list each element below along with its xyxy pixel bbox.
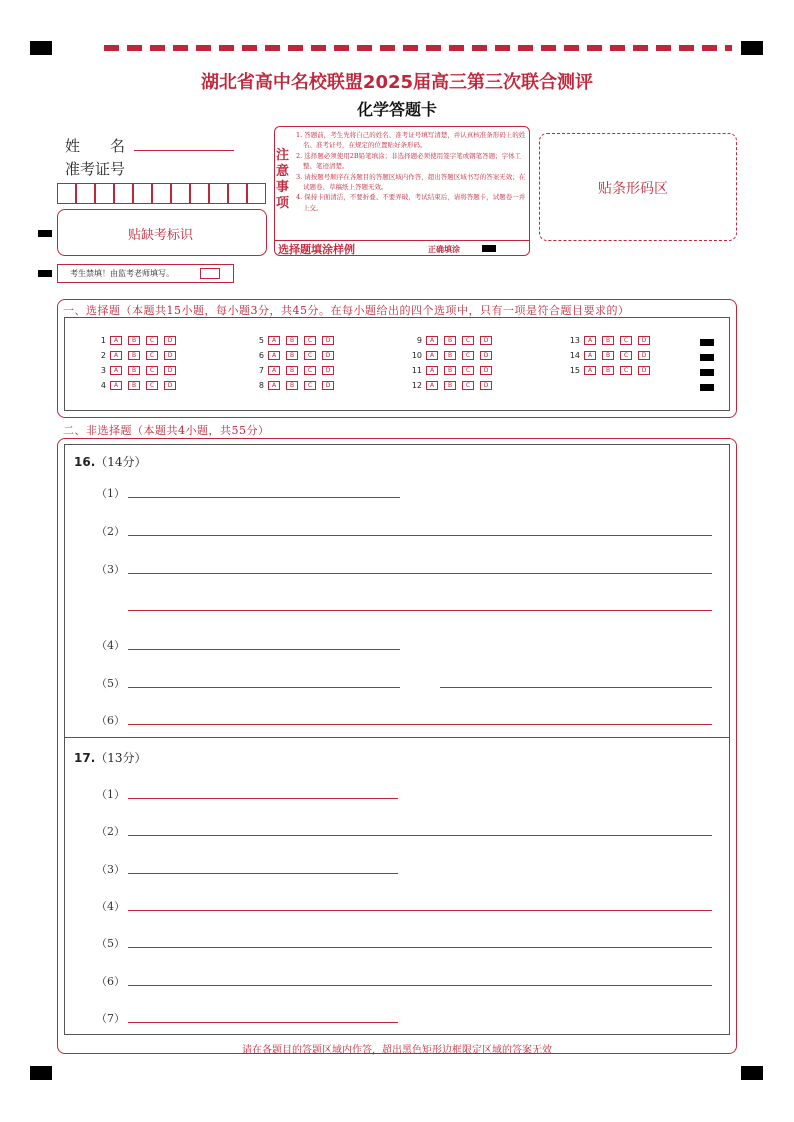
name-label: 姓 名 [65,137,126,155]
q17-number: 17. [74,751,96,765]
mc-option-bubble[interactable]: D [638,366,650,375]
mc-option-bubble[interactable]: B [128,336,140,345]
mc-option-bubble[interactable]: A [268,366,280,375]
q16-part-label: （2） [96,525,125,538]
mc-option-bubble[interactable]: D [480,336,492,345]
mc-option-bubble[interactable]: B [444,351,456,360]
q17-points: （13分） [95,751,147,765]
q17-answer-line[interactable] [128,1022,398,1023]
mc-question-number: 4 [100,381,106,390]
mc-question-number: 2 [100,351,106,360]
mc-option-bubble[interactable]: B [444,381,456,390]
q17-answer-line[interactable] [128,873,398,874]
dash-segment [541,45,556,51]
mc-question-row [90,351,182,360]
id-digit-box[interactable] [152,183,171,204]
id-digit-box[interactable] [190,183,209,204]
dash-segment [196,45,211,51]
dash-segment [679,45,694,51]
marker-left-2 [38,270,52,277]
q16-part-label: （6） [96,714,125,727]
mc-question-row [248,366,340,375]
id-digit-box[interactable] [247,183,266,204]
mc-option-bubble[interactable]: C [620,366,632,375]
mc-question-number: 15 [569,366,580,375]
q16-part-label: （4） [96,639,125,652]
dash-segment [725,45,732,51]
q17-answer-line[interactable] [128,835,712,836]
mc-heading: 一、选择题（本题共15小题，每小题3分，共45分。在每小题给出的四个选项中，只有一项是符合题目要求的） [63,304,630,317]
proctor-note: 考生禁填！由监考老师填写。 [70,269,174,278]
dash-segment [311,45,326,51]
corner-mark-top-left [30,41,52,55]
id-digit-box[interactable] [114,183,133,204]
name-field[interactable] [134,150,234,151]
notice-list [296,130,526,213]
footer-warning: 请在各题目的答题区域内作答，超出黑色矩形边框限定区域的答案无效 [242,1045,552,1056]
id-digit-box[interactable] [209,183,228,204]
open-heading: 二、非选择题（本题共4小题，共55分） [63,424,270,437]
mc-option-bubble[interactable]: B [444,336,456,345]
mc-option-bubble[interactable]: D [638,336,650,345]
mc-option-bubble[interactable]: C [304,351,316,360]
mc-question-number: 5 [258,336,264,345]
dash-segment [173,45,188,51]
dash-segment [403,45,418,51]
q16-title [74,453,147,470]
q16-answer-line[interactable] [128,724,712,725]
mc-question-row [564,336,656,345]
mc-option-bubble[interactable]: D [322,366,334,375]
correct-fill-label: 正确填涂 [428,245,460,254]
dash-segment [564,45,579,51]
mc-question-number: 12 [411,381,422,390]
timing-bar [104,45,732,51]
dash-segment [610,45,625,51]
q17-title [74,749,147,766]
dash-segment [265,45,280,51]
dash-segment [472,45,487,51]
mc-option-bubble[interactable]: C [304,381,316,390]
id-digit-box[interactable] [133,183,152,204]
mc-option-bubble[interactable]: B [286,381,298,390]
barcode-label: 贴条形码区 [598,181,668,197]
q17-answer-line[interactable] [128,985,712,986]
marker-left-1 [38,230,52,237]
mc-option-bubble[interactable]: A [110,351,122,360]
dash-segment [380,45,395,51]
dash-segment [495,45,510,51]
dash-segment [334,45,349,51]
mc-option-bubble[interactable]: B [286,366,298,375]
dash-segment [702,45,717,51]
mc-option-bubble[interactable]: A [110,336,122,345]
mc-timing-mark [700,339,714,346]
mc-option-bubble[interactable]: C [146,336,158,345]
q16-part-label: （5） [96,677,125,690]
q16-part-label: （1） [96,487,125,500]
mc-option-bubble[interactable]: D [164,351,176,360]
mc-option-bubble[interactable]: B [286,351,298,360]
mc-option-bubble[interactable]: C [462,336,474,345]
mc-option-bubble[interactable]: B [128,366,140,375]
card-subtitle: 化学答题卡 [356,100,437,119]
mc-option-bubble[interactable]: C [462,381,474,390]
mc-option-bubble[interactable]: A [584,336,596,345]
mc-question-number: 11 [411,366,422,375]
mc-option-bubble[interactable]: A [110,381,122,390]
mc-option-bubble[interactable]: A [584,366,596,375]
mc-question-number: 8 [258,381,264,390]
dash-segment [104,45,119,51]
mc-option-bubble[interactable]: B [128,351,140,360]
q17-box [64,738,730,1035]
mc-option-bubble[interactable]: A [426,351,438,360]
id-digit-box[interactable] [57,183,76,204]
q17-answer-line[interactable] [128,910,712,911]
mc-option-bubble[interactable]: D [480,381,492,390]
mc-question-number: 3 [100,366,106,375]
dash-segment [656,45,671,51]
q16-answer-line[interactable] [128,610,712,611]
mc-question-row [248,381,340,390]
mc-option-bubble[interactable]: D [164,336,176,345]
q17-part-label: （6） [96,975,125,988]
notice-item: 1. 答题前，考生先将自己的姓名、准考证号填写清楚，并认真核准条形码上的姓名、准考证号，在规定的位置贴好条形码。 [296,131,526,150]
mc-option-bubble[interactable]: A [268,381,280,390]
sample-label: 选择题填涂样例 [278,243,355,256]
q17-part-label: （1） [96,788,125,801]
q16-part-label: （3） [96,563,125,576]
corner-mark-top-right [741,41,763,55]
mc-option-bubble[interactable]: A [426,366,438,375]
id-digit-box[interactable] [228,183,247,204]
q16-number: 16. [74,455,96,469]
dash-segment [518,45,533,51]
dash-segment [449,45,464,51]
mc-question-number: 1 [100,336,106,345]
mc-question-row [406,336,498,345]
mc-question-number: 14 [569,351,580,360]
mc-timing-mark [700,354,714,361]
mc-question-row [564,366,656,375]
mc-question-number: 10 [411,351,422,360]
dash-segment [150,45,165,51]
mc-option-bubble[interactable]: D [480,366,492,375]
mc-option-bubble[interactable]: C [146,366,158,375]
q17-part-label: （2） [96,825,125,838]
mc-option-bubble[interactable]: C [620,336,632,345]
q16-answer-line[interactable] [128,687,400,688]
mc-option-bubble[interactable]: C [462,366,474,375]
mc-question-number: 7 [258,366,264,375]
mc-timing-mark [700,369,714,376]
id-label: 准考证号 [65,160,126,178]
mc-option-bubble[interactable]: D [322,336,334,345]
mc-question-row [406,366,498,375]
q17-part-label: （3） [96,863,125,876]
mc-option-bubble[interactable]: A [268,351,280,360]
mc-option-bubble[interactable]: D [322,351,334,360]
mc-question-row [90,336,182,345]
dash-segment [426,45,441,51]
q16-points: （14分） [95,455,147,469]
mc-option-bubble[interactable]: D [480,351,492,360]
dash-segment [127,45,142,51]
dash-segment [242,45,257,51]
mc-question-row [564,351,656,360]
q16-answer-line[interactable] [128,649,400,650]
mc-question-number: 9 [416,336,422,345]
mc-question-number: 6 [258,351,264,360]
mc-option-bubble[interactable]: C [146,381,158,390]
q16-answer-line[interactable] [128,497,400,498]
q17-part-label: （4） [96,900,125,913]
notice-item: 3. 请按题号顺序在各题目的答题区域内作答，超出答题区域书写的答案无效；在试题卷、草稿纸上答题无效。 [296,172,526,192]
mc-option-bubble[interactable]: A [110,366,122,375]
mc-option-bubble[interactable]: C [620,351,632,360]
mc-option-bubble[interactable]: D [638,351,650,360]
proctor-fill-box[interactable] [200,268,220,279]
dash-segment [633,45,648,51]
mc-option-bubble[interactable]: B [602,366,614,375]
mc-grid-box [64,317,730,411]
q17-answer-line[interactable] [128,798,398,799]
q16-answer-line[interactable] [128,573,712,574]
q16-answer-line[interactable] [440,687,712,688]
mc-question-row [90,366,182,375]
mc-option-bubble[interactable]: D [322,381,334,390]
mc-question-row [248,351,340,360]
id-digit-box[interactable] [95,183,114,204]
mc-option-bubble[interactable]: B [444,366,456,375]
q17-part-label: （7） [96,1012,125,1025]
mc-option-bubble[interactable]: C [304,336,316,345]
q17-part-label: （5） [96,937,125,950]
mc-option-bubble[interactable]: B [602,351,614,360]
notice-title: 注意事项 [276,148,290,211]
notice-item: 2. 选择题必须使用2B铅笔填涂；非选择题必须使用签字笔或钢笔答题；字体工整、笔迹清楚。 [296,151,522,171]
missing-exam-label: 贴缺考标识 [128,228,194,243]
id-digit-box[interactable] [76,183,95,204]
mc-question-row [248,336,340,345]
mc-option-bubble[interactable]: A [426,336,438,345]
mc-option-bubble[interactable]: A [426,381,438,390]
mc-option-bubble[interactable]: A [268,336,280,345]
mc-option-bubble[interactable]: B [286,336,298,345]
mc-option-bubble[interactable]: B [128,381,140,390]
mc-question-row [406,351,498,360]
mc-question-row [90,381,182,390]
q17-answer-line[interactable] [128,947,712,948]
corner-mark-bottom-left [30,1066,52,1080]
q16-box [64,444,730,738]
dash-segment [219,45,234,51]
mc-option-bubble[interactable]: C [462,351,474,360]
id-number-boxes[interactable] [57,183,266,204]
mc-timing-mark [700,384,714,391]
mc-question-row [406,381,498,390]
dash-segment [357,45,372,51]
mc-option-bubble[interactable]: D [164,381,176,390]
mc-option-bubble[interactable]: C [304,366,316,375]
mc-option-bubble[interactable]: C [146,351,158,360]
mc-option-bubble[interactable]: A [584,351,596,360]
id-digit-box[interactable] [171,183,190,204]
correct-fill-sample [482,245,496,252]
dash-segment [587,45,602,51]
mc-question-number: 13 [569,336,580,345]
mc-option-bubble[interactable]: B [602,336,614,345]
corner-mark-bottom-right [741,1066,763,1080]
q16-answer-line[interactable] [128,535,712,536]
notice-item: 4. 保持卡面清洁，不要折叠、不要弄破，考试结束后，请将答题卡，试题卷一并上交。 [296,193,526,212]
mc-option-bubble[interactable]: D [164,366,176,375]
dash-segment [288,45,303,51]
exam-title: 湖北省高中名校联盟2025届高三第三次联合测评 [200,72,594,93]
